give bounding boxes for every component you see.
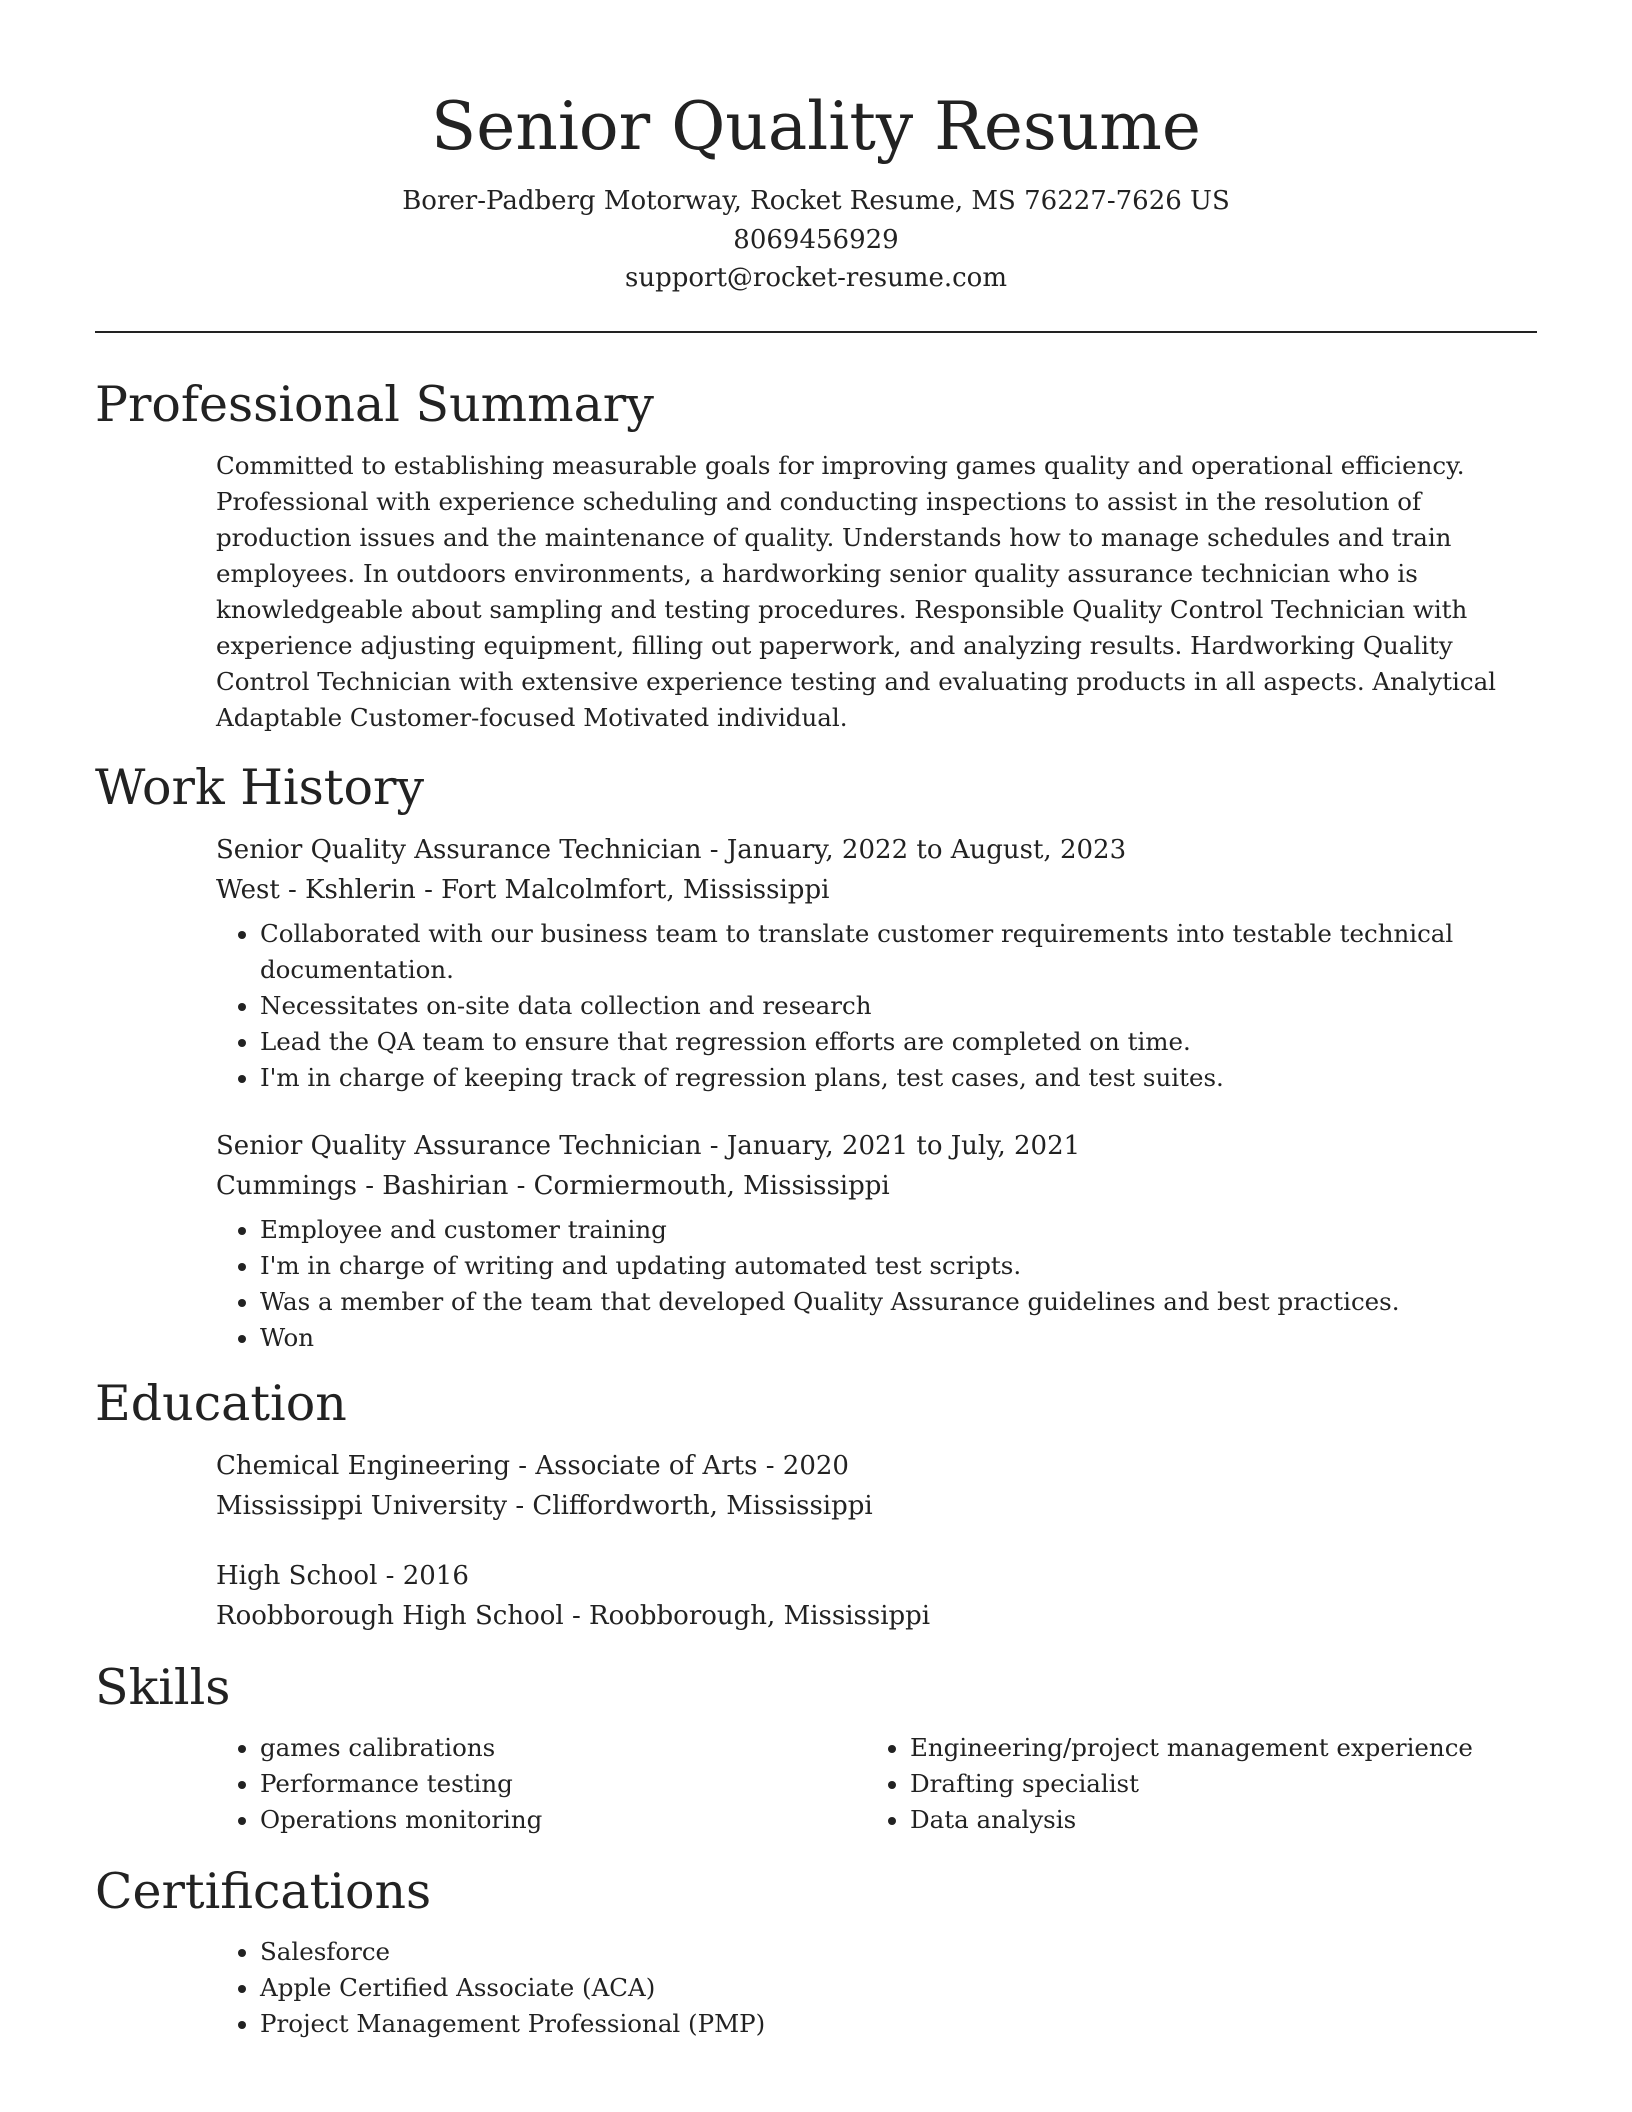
job-dates: January, 2021 to July, 2021	[726, 1130, 1081, 1161]
job-title-line	[216, 1126, 1537, 1166]
job-entry	[216, 1126, 1537, 1356]
email-text: support@rocket-resume.com	[624, 263, 1007, 293]
job-bullets	[216, 916, 1537, 1096]
job-company: West - Kshlerin	[216, 874, 416, 905]
education-entry	[216, 1446, 1537, 1526]
list-item: • Collaborated with our business team to translate customer requirements into testable technical documentation.	[260, 916, 1537, 988]
list-item: • Drafting specialist	[910, 1766, 1516, 1802]
contact-block	[95, 182, 1537, 298]
summary-section	[95, 375, 1537, 736]
certifications-list	[216, 1934, 1537, 2042]
skills-list-left	[216, 1730, 866, 1838]
edu-field: Chemical Engineering	[216, 1450, 510, 1481]
job-bullets	[216, 1212, 1537, 1356]
job-role: Senior Quality Assurance Technician	[216, 1130, 702, 1161]
edu-degree: Associate of Arts	[535, 1450, 758, 1481]
list-item: • Project Management Professional (PMP)	[260, 2006, 1537, 2042]
list-item: • Engineering/project management experience	[910, 1730, 1516, 1766]
skills-heading: Skills	[95, 1658, 231, 1716]
skills-grid	[216, 1730, 1537, 1838]
skills-section	[95, 1658, 1537, 1838]
education-heading: Education	[95, 1374, 347, 1432]
list-item: • Necessitates on-site data collection and research	[260, 988, 1537, 1024]
list-item: • Lead the QA team to ensure that regression efforts are completed on time.	[260, 1024, 1537, 1060]
separator: -	[515, 1490, 533, 1521]
separator: -	[385, 1560, 403, 1591]
list-item: • I'm in charge of keeping track of regression plans, test cases, and test suites.	[260, 1060, 1537, 1096]
work-heading: Work History	[95, 758, 425, 816]
separator: -	[518, 1450, 536, 1481]
list-item: • Operations monitoring	[260, 1802, 866, 1838]
job-company-line	[216, 1166, 1537, 1206]
job-company: Cummings - Bashirian	[216, 1170, 509, 1201]
education-entry	[216, 1556, 1537, 1636]
edu-school: Mississippi University	[216, 1490, 508, 1521]
resume-name: Senior Quality Resume	[431, 88, 1201, 165]
list-item: • Performance testing	[260, 1766, 866, 1802]
separator: -	[516, 1170, 534, 1201]
skills-column-right	[866, 1730, 1516, 1838]
work-section	[95, 758, 1537, 1356]
certifications-heading: Certifications	[95, 1862, 432, 1920]
edu-year: 2020	[782, 1450, 849, 1481]
address-text: Borer-Padberg Motorway, Rocket Resume, MS 76227-7626 US	[402, 186, 1230, 216]
job-company-line	[216, 870, 1537, 910]
job-location: Cormiermouth, Mississippi	[533, 1170, 890, 1201]
list-item: • games calibrations	[260, 1730, 866, 1766]
job-dates: January, 2022 to August, 2023	[726, 834, 1127, 865]
edu-degree-line	[216, 1556, 1537, 1596]
separator: -	[424, 874, 442, 905]
certifications-body	[216, 1934, 1537, 2042]
list-item: • Salesforce	[260, 1934, 1537, 1970]
edu-field: High School	[216, 1560, 378, 1591]
edu-school-line	[216, 1486, 1537, 1526]
edu-school: Roobborough High School	[216, 1600, 564, 1631]
edu-year: 2016	[402, 1560, 469, 1591]
phone-text: 8069456929	[733, 224, 899, 255]
skills-column-left	[216, 1730, 866, 1838]
separator: -	[571, 1600, 590, 1631]
summary-heading: Professional Summary	[95, 375, 654, 433]
job-entry	[216, 830, 1537, 1096]
job-role: Senior Quality Assurance Technician	[216, 834, 702, 865]
list-item: • Data analysis	[910, 1802, 1516, 1838]
edu-location: Cliffordworth, Mississippi	[532, 1490, 873, 1521]
edu-location: Roobborough, Mississippi	[589, 1600, 931, 1631]
summary-body	[216, 448, 1537, 736]
list-item: • Won	[260, 1320, 1537, 1356]
skills-list-right	[866, 1730, 1516, 1838]
separator: -	[765, 1450, 783, 1481]
certifications-section	[95, 1862, 1537, 2042]
job-location: Fort Malcolmfort, Mississippi	[441, 874, 830, 905]
header-divider	[95, 331, 1537, 333]
list-item: • Apple Certified Associate (ACA)	[260, 1970, 1537, 2006]
separator: -	[709, 834, 727, 865]
edu-school-line	[216, 1596, 1537, 1636]
separator: -	[709, 1130, 727, 1161]
list-item: • Was a member of the team that developed Quality Assurance guidelines and best practices.	[260, 1284, 1537, 1320]
resume-header	[95, 0, 1537, 298]
summary-text: Committed to establishing measurable goals for improving games quality and operational efficiency. Professional with experience scheduling and conducting inspections to assist in the resolution of production issues and the maintenance of quality. Understands how to manage schedules and train employees. In outdoors environments, a hardworking senior quality assurance technician who is knowledgeable about sampling and testing procedures. Responsible Quality Control Technician with experience adjusting equipment, filling out paperwork, and analyzing results. Hardworking Quality Control Technician with extensive experience testing and evaluating products in all aspects. Analytical Adaptable Customer-focused Motivated individual.	[216, 450, 1497, 732]
list-item: • Employee and customer training	[260, 1212, 1537, 1248]
edu-degree-line	[216, 1446, 1537, 1486]
job-title-line	[216, 830, 1537, 870]
list-item: • I'm in charge of writing and updating automated test scripts.	[260, 1248, 1537, 1284]
education-section	[95, 1374, 1537, 1636]
